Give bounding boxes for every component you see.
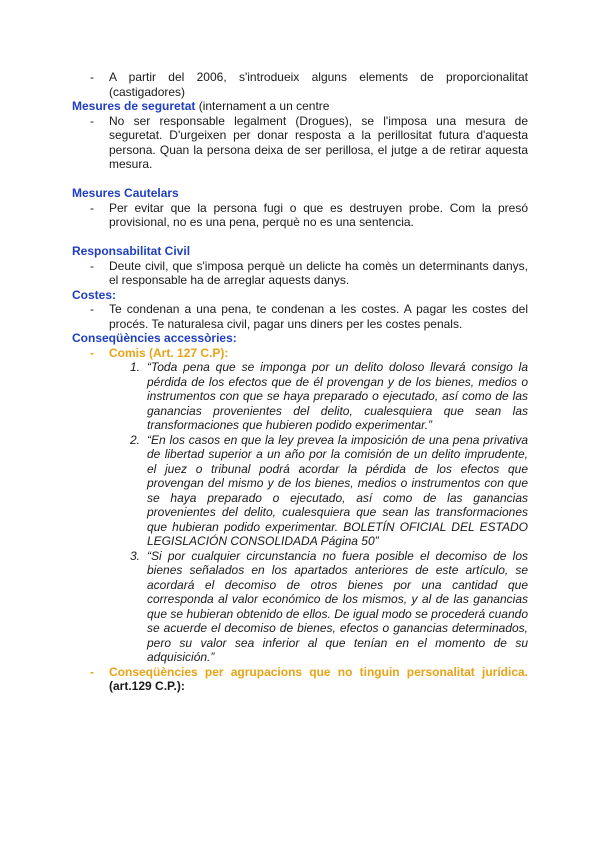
comis-item-3 [72,549,528,665]
bullet-dash: - [90,664,94,679]
mesures-seguretat-heading [72,99,528,114]
bullet-dash: - [90,200,94,215]
intro-bullet-text: A partir del 2006, s'introdueix alguns elements de proporcionalitat (castigadores) [109,70,528,99]
agrupacions-label: Conseqüències per agrupacions que no tinguin personalitat jurídica. [109,664,528,679]
list-number: 1. [130,360,141,374]
responsabilitat-civil-text: Deute civil, que s'imposa perquè un delicte ha comès un determinants danys, el responsable ha de arreglar aquests danys. [109,258,528,287]
list-number: 2. [130,432,141,447]
mesures-seguretat-title: Mesures de seguretat [72,99,196,113]
mesures-seguretat-note: (internament a un centre [195,99,330,113]
comis-ref: (Art. 127 C.P): [145,345,229,360]
comis-item-text: “Toda pena que se imponga por un delito doloso llevará consigo la pérdida de los efectos que de él provengan y de los bienes, medios o instrumentos con que se haya preparado o ejecutado, así como de las ganancias provenientes del delito, cualesquiera que sean las transformaciones que hubieren podido experimentar.” [147,360,528,432]
bullet-dash: - [90,70,94,84]
comis-item-2 [72,433,528,549]
document-body [72,70,528,694]
responsabilitat-civil-heading: Responsabilitat Civil [72,244,191,258]
consequencies-heading: Conseqüències accessòries: [72,331,237,345]
responsabilitat-civil-bullet [72,259,528,288]
list-number: 3. [130,548,141,563]
comis-item-text: “En los casos en que la ley prevea la imposición de una pena privativa de libertad superior a un año por la comisión de un delito imprudente, el juez o tribunal podrá acordar la pérdida de los efectos que provengan del mismo y de los bienes, medios o instrumentos con que se haya preparado o ejecutado, así como de las ganancias provenientes del delito, cualesquiera que sean las transformaciones que hubieran podido experimentar. BOLETÍN OFICIAL DEL ESTADO LEGISLACIÓN CONSOLIDADA Página 50” [147,432,528,548]
bullet-dash: - [90,302,94,316]
spacer [72,172,528,187]
agrupacions-ref: (art.129 C.P.): [109,679,185,693]
mesures-seguretat-text: No ser responsable legalment (Drogues), se l'imposa una mesura de seguretat. D'urgeixen per donar resposta a la perillositat futura d'aquesta persona. Quan la persona deixa de ser perillosa, el jutge a de retirar aquesta mesura. [109,113,528,171]
mesures-cautelars-text: Per evitar que la persona fugi o que es destruyen probe. Com la presó provisional, no es una pena, perquè no es una sentencia. [109,200,528,229]
intro-bullet [72,70,528,99]
bullet-dash: - [90,258,94,273]
costes-text: Te condenan a una pena, te condenan a les costes. A pagar les costes del procés. Te naturalesa civil, pagar uns diners per les costes penals. [109,302,528,331]
spacer [72,230,528,245]
bullet-dash: - [90,345,94,360]
bullet-dash: - [90,113,94,128]
comis-item-text: “Si por cualquier circunstancia no fuera posible el decomiso de los bienes señalados en los apartados anteriores de este artículo, se acordará el decomiso de otros bienes por una cantidad que corresponda al valor económico de los mismos, y al de las ganancias que se hubieran obtenido de ellos. De igual modo se procederá cuando se acuerde el decomiso de bienes, efectos o ganancias determinados, pero su valor sea inferior al que tenían en el momento de su adquisición.” [147,548,528,664]
costes-bullet [72,302,528,331]
mesures-seguretat-bullet [72,114,528,172]
mesures-cautelars-heading: Mesures Cautelars [72,186,179,200]
comis-label: Comis [109,345,146,360]
agrupacions-bullet [72,665,528,694]
costes-heading: Costes: [72,287,117,302]
comis-bullet [72,346,528,361]
mesures-cautelars-bullet [72,201,528,230]
comis-item-1 [72,360,528,433]
